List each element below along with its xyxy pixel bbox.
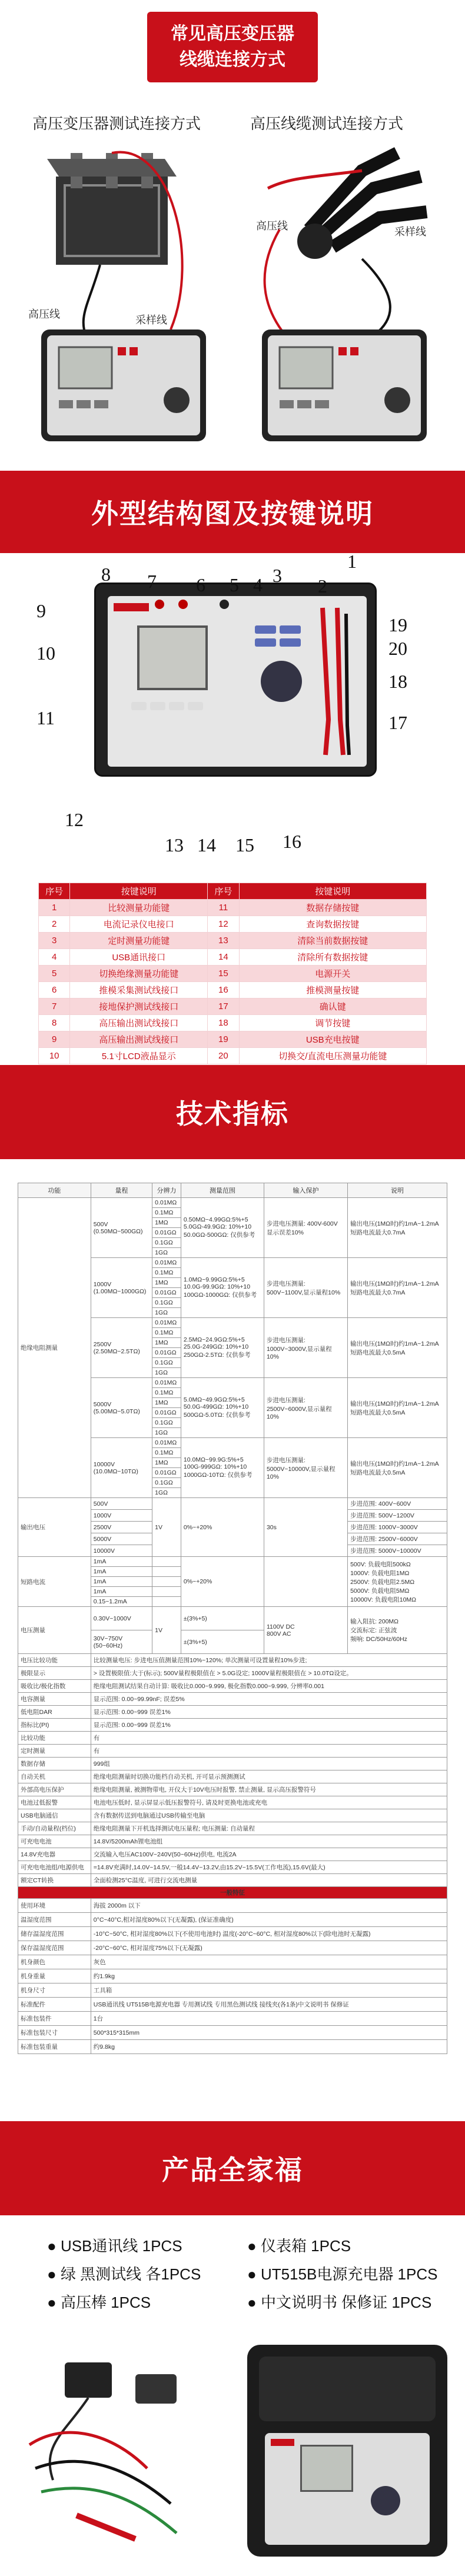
- spec-header: [0, 1065, 465, 1159]
- key-row: [39, 1048, 427, 1064]
- th-desc-1: 按键说明: [70, 883, 208, 900]
- spec-cell: 定时测量: [18, 1745, 91, 1758]
- spec-cell: 1MΩ: [152, 1278, 181, 1288]
- spec-cell: 999组: [91, 1758, 447, 1770]
- spec-cell: 步进范围: 5000V~10000V: [348, 1545, 447, 1557]
- spec-cell: [152, 1587, 181, 1597]
- spec-cell: 0.15~1.2mA: [91, 1597, 152, 1607]
- callout-13: 13: [165, 834, 184, 856]
- key-cell: 比较测量功能键: [70, 900, 208, 916]
- key-cell: 确认键: [239, 999, 426, 1015]
- key-table-wrap: [38, 883, 427, 1064]
- spec-cell: 工具箱: [91, 1983, 447, 1998]
- accessories-photo: [18, 2351, 194, 2551]
- spec-cell: 2.5MΩ~24.9GΩ:5%+5 25.0G-249GΩ: 10%+10 250GΩ-2.5TΩ: 仅供参考: [181, 1318, 264, 1378]
- terminal-3: [220, 600, 229, 609]
- spec-cell: 输出电压(1MΩ时)约1mA~1.2mA 短路电流最大0.5mA: [348, 1318, 447, 1378]
- acc-left-3: ● 高压棒 1PCS: [47, 2294, 151, 2311]
- spec-cell: 绝缘电阻测量, 被测物带电, 开仪大于10V电压时报警, 禁止测量, 显示高压报警符号: [91, 1783, 447, 1796]
- spec-cell: 0.01MΩ: [152, 1438, 181, 1448]
- connection-section: [0, 0, 465, 471]
- spec-cell: 5000V: [91, 1533, 152, 1545]
- spec-cell: 2500V: [91, 1522, 152, 1533]
- key-b[interactable]: [280, 625, 301, 634]
- spec-cell: 0.1MΩ: [152, 1208, 181, 1218]
- spec-cell: 30s: [264, 1498, 347, 1557]
- spec-cell: 1GΩ: [152, 1428, 181, 1438]
- spec-cell: 0.1GΩ: [152, 1238, 181, 1248]
- spec-cell: 0.30V~1000V: [91, 1607, 152, 1630]
- spec-cell: 机身颜色: [18, 1955, 91, 1969]
- spec-cell: 交流输入电压AC100V~240V(50~60Hz)供电, 电流2A: [91, 1848, 447, 1861]
- spec-cell: 低电阻DAR: [18, 1706, 91, 1719]
- key-cell: 9: [39, 1031, 70, 1048]
- spec-cell: 绝缘电阻测量: [18, 1198, 91, 1498]
- callout-2: 2: [318, 575, 327, 597]
- spec-cell: 0.01MΩ: [152, 1318, 181, 1328]
- spec-cell: 测量范围: [181, 1183, 264, 1198]
- key-cell: USB通讯接口: [70, 949, 208, 966]
- spec-cell: 可充电电池组/电源供电: [18, 1861, 91, 1874]
- case-panel: [265, 2433, 430, 2545]
- spec-cell: 5000V (5.00MΩ~5.0TΩ): [91, 1378, 152, 1438]
- instrument-case: [247, 2345, 447, 2557]
- callout-6: 6: [196, 574, 205, 595]
- spec-cell: 外部高电压保护: [18, 1783, 91, 1796]
- key-cell: 1: [39, 900, 70, 916]
- device-front: [94, 583, 377, 777]
- spec-cell: 1台: [91, 2012, 447, 2026]
- spec-cell: 500V (0.50MΩ~500GΩ): [91, 1198, 152, 1258]
- callout-16: 16: [283, 831, 301, 852]
- key-cell: 高压输出测试线接口: [70, 1031, 208, 1048]
- test-leads-drawing: [317, 602, 352, 761]
- callout-7: 7: [147, 571, 157, 592]
- spec-cell: 1mA: [91, 1557, 152, 1567]
- spec-cell: ±(3%+5): [181, 1630, 264, 1654]
- spec-cell: 温湿度范围: [18, 1913, 91, 1927]
- spec-title: 技术指标: [176, 1099, 289, 1129]
- brand-logo: [114, 603, 149, 611]
- spec-cell: 指标比(PI): [18, 1719, 91, 1732]
- spec-cell: 500V: 负载电阻500kΩ 1000V: 负载电阻1MΩ 2500V: 负载电阻2.5MΩ 5000V: 负载电阻5MΩ 10000V: 负载电阻10MΩ: [348, 1557, 447, 1607]
- spec-cell: 10000V: [91, 1545, 152, 1557]
- th-desc-2: 按键说明: [239, 883, 426, 900]
- callout-17: 17: [388, 712, 407, 733]
- spec-cell: 约9.8kg: [91, 2040, 447, 2054]
- key-row: [39, 1015, 427, 1031]
- spec-cell: 0%~+20%: [181, 1557, 264, 1607]
- spec-cell: 量程: [91, 1183, 152, 1198]
- key-row: [39, 949, 427, 966]
- key-cell: 17: [208, 999, 239, 1015]
- callout-11: 11: [36, 707, 55, 728]
- key-cell: 5: [39, 966, 70, 982]
- callout-9: 9: [36, 600, 46, 621]
- spec-cell: 海拔 2000m 以下: [91, 1899, 447, 1913]
- th-no-1: 序号: [39, 883, 70, 900]
- key-cell: 4: [39, 949, 70, 966]
- spec-cell: 10.0MΩ~99.9G:5%+5 100G-999GΩ: 10%+10 1000GΩ-10TΩ: 仅供参考: [181, 1438, 264, 1498]
- key-cell: 查询数据按键: [239, 916, 426, 933]
- key-cell: 调节按键: [239, 1015, 426, 1031]
- spec-cell: 1.0MΩ~9.99GΩ:5%+5 10.0G-99.9GΩ: 10%+10 100GΩ-1000GΩ: 仅供参考: [181, 1258, 264, 1318]
- spec-cell: 步进电压测量: 500V~1100V,显示量程10%: [264, 1258, 347, 1318]
- callout-12: 12: [65, 809, 84, 830]
- spec-cell: 30V~750V (50~60Hz): [91, 1630, 152, 1654]
- spec-cell: 电池过低报警: [18, 1796, 91, 1809]
- case-lid: [259, 2357, 436, 2421]
- spec-cell: 0.01MΩ: [152, 1378, 181, 1388]
- spec-cell: 14.8V/5200mAh锂电池组: [91, 1835, 447, 1848]
- right-sample-label: 采样线: [394, 226, 426, 238]
- spec-cell: [152, 1567, 181, 1577]
- spec-cell: 全面检测25°C温度, 可进行交流电测量: [91, 1874, 447, 1887]
- terminal-2: [178, 600, 188, 609]
- key-cell: 电源开关: [239, 966, 426, 982]
- acc-right-3: ● 中文说明书 保修证 1PCS: [247, 2294, 432, 2311]
- spec-cell: 可充电电池: [18, 1835, 91, 1848]
- key-cell: 推模采集测试线接口: [70, 982, 208, 999]
- key-cell: 7: [39, 999, 70, 1015]
- spec-cell: 1MΩ: [152, 1458, 181, 1468]
- spec-cell: USB通讯线 UT515B电源充电器 专用测试线 专用黑色测试线 接线夹(各1条)中文说明书 保修证: [91, 1998, 447, 2012]
- callout-18: 18: [388, 671, 407, 692]
- spec-cell: 0.01GΩ: [152, 1288, 181, 1298]
- family-title: 产品全家福: [162, 2155, 303, 2185]
- spec-cell: 步进范围: 500V~1200V: [348, 1510, 447, 1522]
- key-cell: 2: [39, 916, 70, 933]
- spec-cell: 0.1MΩ: [152, 1448, 181, 1458]
- spec-table-wrap: [18, 1183, 447, 2054]
- key-cell: 3: [39, 933, 70, 949]
- spec-cell: 电容测量: [18, 1693, 91, 1706]
- spec-cell: 0%~+20%: [181, 1498, 264, 1557]
- callout-14: 14: [197, 834, 216, 856]
- spec-cell: 输出电压(1MΩ时)约1mA~1.2mA 短路电流最大0.7mA: [348, 1198, 447, 1258]
- key-a[interactable]: [255, 625, 276, 634]
- structure-diagram: [0, 553, 465, 883]
- spec-cell: 500*315*315mm: [91, 2026, 447, 2040]
- key-row: [39, 916, 427, 933]
- spec-cell: 步进电压测量: 2500V~6000V,显示量程 10%: [264, 1378, 347, 1438]
- key-cell: 13: [208, 933, 239, 949]
- callout-8: 8: [101, 564, 111, 585]
- spec-cell: 0.1MΩ: [152, 1388, 181, 1398]
- acc-left-1: ● USB通讯线 1PCS: [47, 2237, 182, 2255]
- spec-cell: 0°C~40°C,相对湿度80%以下(无凝露), (保证准确度): [91, 1913, 447, 1927]
- key-cell: 20: [208, 1048, 239, 1064]
- spec-cell: 1MΩ: [152, 1338, 181, 1348]
- spec-cell: 绝缘电阻测量时切换功能档自动关机, 开可显示预测测试: [91, 1770, 447, 1783]
- spec-table: [18, 1183, 447, 2054]
- spec-cell: 功能: [18, 1183, 91, 1198]
- spec-cell: 保存温湿度范围: [18, 1941, 91, 1955]
- spec-cell: 10000V (10.0MΩ~10TΩ): [91, 1438, 152, 1498]
- spec-cell: 2500V (2.50MΩ~2.5TΩ): [91, 1318, 152, 1378]
- key-row: [39, 966, 427, 982]
- spec-cell: 步进电压测量: 5000V~10000V,显示量程 10%: [264, 1438, 347, 1498]
- structure-title: 外型结构图及按键说明: [91, 498, 374, 529]
- spec-cell: 绝缘电阻测量下开机选择测试电压量程; 电压测量: 自动量程: [91, 1822, 447, 1835]
- family-header: [0, 2121, 465, 2215]
- spec-cell: 机身重量: [18, 1969, 91, 1983]
- nav-dial[interactable]: [261, 661, 302, 702]
- key-cell: 15: [208, 966, 239, 982]
- spec-cell: 极限显示: [18, 1667, 91, 1680]
- key-cell: 定时测量功能键: [70, 933, 208, 949]
- spec-cell: -20°C~60°C, 相对湿度75%以下(无凝露): [91, 1941, 447, 1955]
- spec-cell: 约1.9kg: [91, 1969, 447, 1983]
- spec-cell: 吸收比/极化指数: [18, 1680, 91, 1693]
- th-no-2: 序号: [208, 883, 239, 900]
- spec-cell: 显示范围: 0.00~99.99nF; 误差5%: [91, 1693, 447, 1706]
- connection-tag: [147, 12, 318, 82]
- right-caption: 高压线缆测试连接方式: [250, 115, 404, 132]
- spec-cell: 0.1MΩ: [152, 1268, 181, 1278]
- spec-cell: [152, 1557, 181, 1567]
- spec-cell: 绝缘电阻测试结果自动计算: 吸收比0.000~9.999, 极化指数0.000~9.999, 分辨率0.001: [91, 1680, 447, 1693]
- spec-cell: 输出电压(1MΩ时)约1mA~1.2mA 短路电流最大0.5mA: [348, 1378, 447, 1438]
- spec-cell: 标准包装件: [18, 2012, 91, 2026]
- transformer-drawing: [24, 141, 224, 447]
- spec-cell: 输出电压(1MΩ时)约1mA~1.2mA 短路电流最大0.7mA: [348, 1258, 447, 1318]
- spec-cell: 1mA: [91, 1567, 152, 1577]
- spec-cell: 输出电压: [18, 1498, 91, 1557]
- key-cell: 14: [208, 949, 239, 966]
- func-key-3[interactable]: [169, 702, 184, 710]
- key-d[interactable]: [280, 638, 301, 647]
- spec-cell: 1GΩ: [152, 1368, 181, 1378]
- spec-cell: 步进电压测量: 1000V~3000V,显示量程 10%: [264, 1318, 347, 1378]
- spec-cell: 1100V DC 800V AC: [264, 1607, 347, 1654]
- spec-cell: ±(3%+5): [181, 1607, 264, 1630]
- family-section: [0, 2215, 465, 2576]
- spec-cell: [264, 1557, 347, 1607]
- spec-cell: 短路电流: [18, 1557, 91, 1607]
- spec-cell: 0.1GΩ: [152, 1478, 181, 1488]
- spec-cell: 0.01MΩ: [152, 1258, 181, 1268]
- key-cell: 18: [208, 1015, 239, 1031]
- spec-cell: 显示范围: 0.00~999 误差1%: [91, 1706, 447, 1719]
- spec-cell: 0.1MΩ: [152, 1328, 181, 1338]
- spec-cell: 1GΩ: [152, 1248, 181, 1258]
- spec-cell: 自动关机: [18, 1770, 91, 1783]
- spec-cell: 1000V: [91, 1510, 152, 1522]
- transformer-illustration: [24, 141, 224, 447]
- spec-cell: USB电脑通信: [18, 1809, 91, 1822]
- key-c[interactable]: [255, 638, 276, 647]
- spec-cell: 0.01MΩ: [152, 1198, 181, 1208]
- key-cell: 12: [208, 916, 239, 933]
- spec-cell: 0.01GΩ: [152, 1228, 181, 1238]
- key-cell: 数据存储按键: [239, 900, 426, 916]
- func-key-1[interactable]: [131, 702, 147, 710]
- key-cell: 16: [208, 982, 239, 999]
- spec-cell: 标准配件: [18, 1998, 91, 2012]
- key-cell: 5.1寸LCD液晶显示: [70, 1048, 208, 1064]
- key-row: [39, 982, 427, 999]
- spec-cell: 含有数据传送到电脑通过USB传输至电脑: [91, 1809, 447, 1822]
- spec-cell: 比较测量电压: 步进电压值测量范围10%~120%; 单次测量可设置量程10%步进;: [91, 1654, 447, 1667]
- spec-cell: 1GΩ: [152, 1488, 181, 1498]
- spec-cell: 标准包装尺寸: [18, 2026, 91, 2040]
- spec-cell: 标准包装重量: [18, 2040, 91, 2054]
- callout-3: 3: [273, 565, 282, 586]
- spec-cell: 1MΩ: [152, 1218, 181, 1228]
- key-row: [39, 999, 427, 1015]
- spec-cell: 500V: [91, 1498, 152, 1510]
- callout-15: 15: [235, 834, 254, 856]
- spec-cell: 数据存储: [18, 1758, 91, 1770]
- spec-cell: 1GΩ: [152, 1308, 181, 1318]
- spec-cell: 1MΩ: [152, 1398, 181, 1408]
- spec-cell: 说明: [348, 1183, 447, 1198]
- key-cell: 8: [39, 1015, 70, 1031]
- spec-cell: 电压比较功能: [18, 1654, 91, 1667]
- callout-1: 1: [347, 551, 357, 572]
- key-row: [39, 1031, 427, 1048]
- spec-cell: 步进范围: 400V~600V: [348, 1498, 447, 1510]
- acc-right-1: ● 仪表箱 1PCS: [247, 2237, 351, 2255]
- key-row: [39, 900, 427, 916]
- spec-cell: 1000V (1.00MΩ~1000GΩ): [91, 1258, 152, 1318]
- spec-cell: [152, 1577, 181, 1587]
- spec-cell: 电压测量: [18, 1607, 91, 1654]
- left-sample-label: 采样线: [135, 314, 167, 326]
- spec-cell: 输入保护: [264, 1183, 347, 1198]
- spec-cell: 0.01GΩ: [152, 1408, 181, 1418]
- key-row: [39, 933, 427, 949]
- spec-cell: [152, 1597, 181, 1607]
- callout-5: 5: [230, 574, 239, 595]
- key-cell: 切换交/直流电压测量功能键: [239, 1048, 426, 1064]
- key-cell: 切换绝缘测量功能键: [70, 966, 208, 982]
- callout-20: 20: [388, 638, 407, 659]
- key-cell: 10: [39, 1048, 70, 1064]
- spec-cell: 电池电压低时, 显示屏显示低压报警符号, 请及时更换电池或充电: [91, 1796, 447, 1809]
- spec-cell: 机身尺寸: [18, 1983, 91, 1998]
- case-logo: [271, 2439, 294, 2446]
- test-leads: [317, 602, 352, 761]
- key-cell: 推模测量按键: [239, 982, 426, 999]
- right-hv-label: 高压线: [256, 220, 288, 232]
- callout-19: 19: [388, 614, 407, 635]
- key-cell: 高压输出测试线接口: [70, 1015, 208, 1031]
- spec-cell: 比较功能: [18, 1732, 91, 1745]
- spec-cell: 一般特征: [18, 1887, 447, 1899]
- spec-cell: 0.01GΩ: [152, 1348, 181, 1358]
- key-cell: 清除所有数据按键: [239, 949, 426, 966]
- spec-cell: 0.1GΩ: [152, 1358, 181, 1368]
- spec-cell: 有: [91, 1732, 447, 1745]
- left-caption: 高压变压器测试连接方式: [32, 115, 201, 132]
- spec-cell: 1V: [152, 1607, 181, 1654]
- spec-cell: 1V: [152, 1498, 181, 1557]
- key-cell: 19: [208, 1031, 239, 1048]
- spec-cell: 5.0MΩ~49.9GΩ:5%+5 50.0G-499GΩ: 10%+10 500GΩ-5.0TΩ: 仅供参考: [181, 1378, 264, 1438]
- key-cell: 清除当前数据按键: [239, 933, 426, 949]
- spec-cell: 0.50MΩ~4.99GΩ:5%+5 5.0GΩ-49.9GΩ: 10%+10 50.0GΩ-500GΩ: 仅供参考: [181, 1198, 264, 1258]
- spec-cell: 有: [91, 1745, 447, 1758]
- tag-line-1: 常见高压变压器: [171, 24, 294, 44]
- func-key-4[interactable]: [188, 702, 203, 710]
- spec-cell: 储存温湿度范围: [18, 1927, 91, 1941]
- spec-cell: 使用环境: [18, 1899, 91, 1913]
- case-dial: [371, 2486, 400, 2515]
- tag-line-2: 线缆连接方式: [180, 50, 285, 69]
- structure-header: [0, 471, 465, 553]
- spec-cell: 步进范围: 1000V~3000V: [348, 1522, 447, 1533]
- spec-cell: > 设置极限值:大于(标示); 500V量程极限值在 > 5.0G设定; 1000V量程极限值在 > 10.0TΩ设定。: [91, 1667, 447, 1680]
- callout-4: 4: [253, 574, 263, 595]
- key-cell: 11: [208, 900, 239, 916]
- spec-cell: 0.1GΩ: [152, 1418, 181, 1428]
- spec-cell: 手动/自动量程(档位): [18, 1822, 91, 1835]
- spec-cell: 0.1GΩ: [152, 1298, 181, 1308]
- spec-cell: 1mA: [91, 1577, 152, 1587]
- terminal-1: [155, 600, 164, 609]
- spec-cell: 分辨力: [152, 1183, 181, 1198]
- spec-cell: 显示范围: 0.00~999 误差1%: [91, 1719, 447, 1732]
- left-hv-label: 高压线: [28, 308, 60, 320]
- case-lcd: [300, 2445, 353, 2492]
- key-cell: 6: [39, 982, 70, 999]
- spec-cell: 步进电压测量: 400V-600V 显示误差10%: [264, 1198, 347, 1258]
- spec-cell: -10°C~50°C, 相对湿度80%以下(不使用电池时) 温度(-20°C~60°C, 相对湿度80%以下(除电池时无凝露): [91, 1927, 447, 1941]
- acc-left-2: ● 绿 黑测试线 各1PCS: [47, 2265, 201, 2283]
- spec-cell: 0.01GΩ: [152, 1468, 181, 1478]
- spec-cell: 1mA: [91, 1587, 152, 1597]
- spec-cell: 输出电压(1MΩ时)约1mA~1.2mA 短路电流最大0.5mA: [348, 1438, 447, 1498]
- spec-cell: 14.8V充电器: [18, 1848, 91, 1861]
- key-cell: USB充电按键: [239, 1031, 426, 1048]
- spec-cell: 步进范围: 2500V~6000V: [348, 1533, 447, 1545]
- spec-cell: 输入阻抗: 200MΩ 交流标定: 正弦波 频响: DC/50Hz/60Hz: [348, 1607, 447, 1654]
- cable-illustration: [244, 141, 444, 447]
- spec-cell: 额定CT转换: [18, 1874, 91, 1887]
- spec-cell: 灰色: [91, 1955, 447, 1969]
- callout-10: 10: [36, 643, 55, 664]
- spec-cell: =14.8V充满时,14.0V~14.5V,一般14.4V~13.2V,由15.2V~15.5V(工作电流),15.6V(最大): [91, 1861, 447, 1874]
- key-table: [38, 883, 427, 1064]
- acc-right-2: ● UT515B电源充电器 1PCS: [247, 2265, 438, 2283]
- func-key-2[interactable]: [150, 702, 165, 710]
- key-cell: 接地保护测试线接口: [70, 999, 208, 1015]
- lcd-screen: [137, 625, 208, 690]
- cable-drawing: [244, 141, 444, 447]
- key-cell: 电流记录仪电接口: [70, 916, 208, 933]
